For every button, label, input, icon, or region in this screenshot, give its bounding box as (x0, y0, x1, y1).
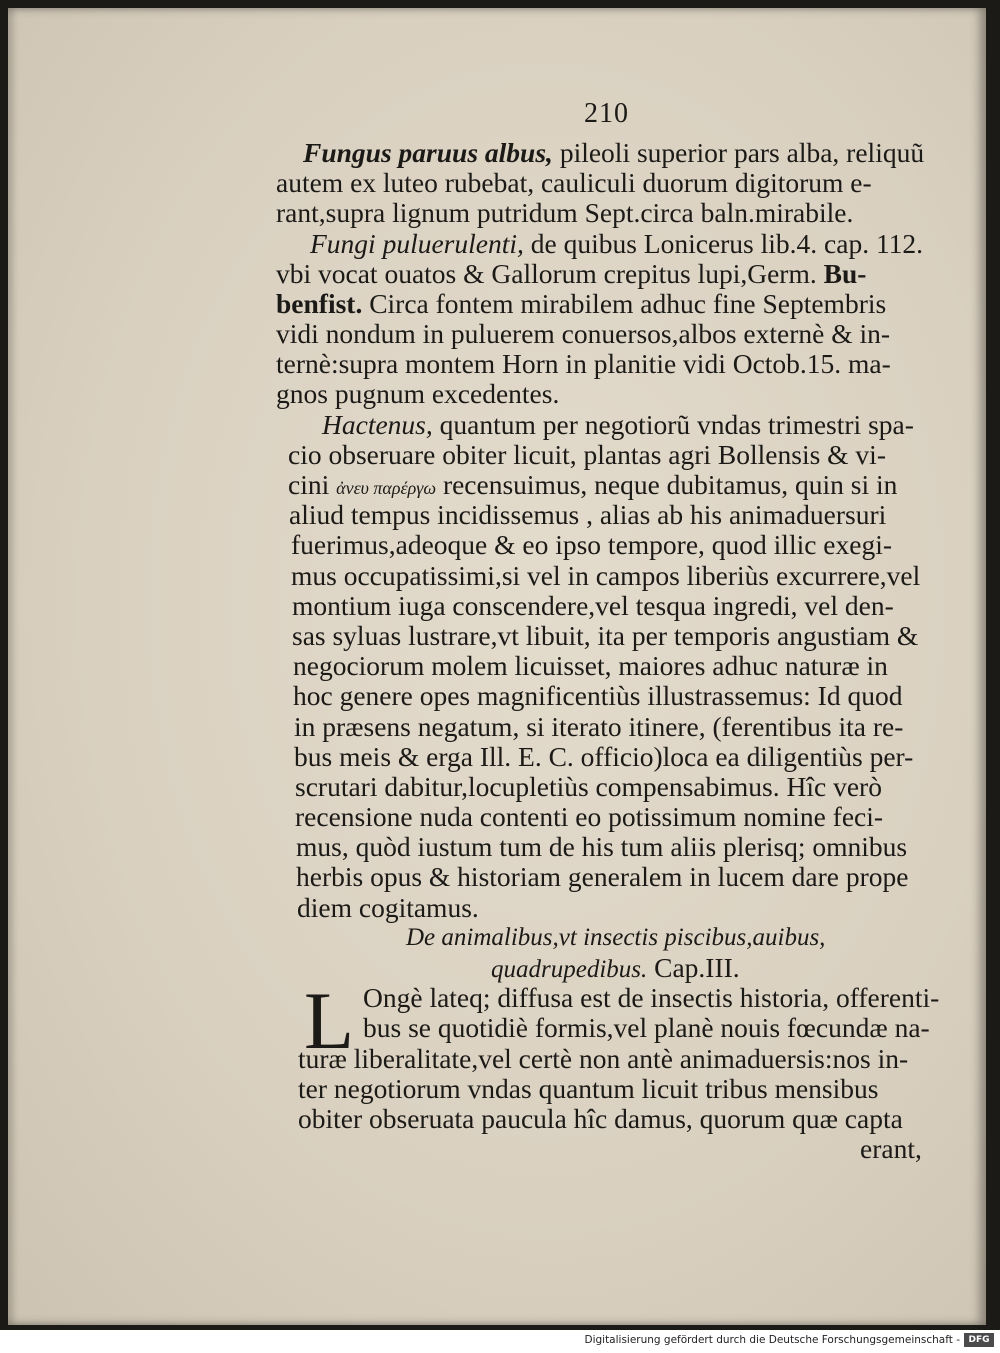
text-line: sas syluas lustrare,vt libuit, ita per temporis angustiam & (292, 620, 919, 651)
text-line (322, 410, 914, 440)
heading-italic: quadrupedibus. (491, 956, 648, 983)
chapter-heading-line2 (491, 953, 740, 985)
heading-roman: Cap.III. (647, 952, 740, 983)
page-number: 210 (584, 98, 629, 129)
text-line: herbis opus & historiam generalem in lucem dare prope (296, 861, 909, 892)
text-line: in præsens negatum, si iterato itinere, (ferentibus ita re- (294, 711, 904, 742)
line-text: vbi vocat ouatos & Gallorum crepitus lupi,Germ. (276, 258, 824, 289)
text-line: montium iuga conscendere,vel tesqua ingredi, vel den- (292, 590, 894, 621)
line-text: recensuimus, neque dubitamus, quin si in (436, 469, 898, 500)
text-line: Ongè lateq; diffusa est de insectis historia, offerenti- (363, 982, 940, 1013)
text-line: bus se quotidiè formis,vel planè nouis fœcundæ na- (363, 1012, 930, 1043)
text-line (303, 138, 924, 168)
line-text: cini (288, 469, 337, 500)
text-line: ternè:supra montem Horn in planitie vidi Octob.15. ma- (276, 348, 891, 379)
text-line: diem cogitamus. (297, 892, 479, 923)
text-line: ter negotiorum vndas quantum licuit tribus mensibus (298, 1073, 879, 1104)
german-term: Bu- (823, 258, 867, 289)
dfg-logo: DFG (964, 1333, 994, 1347)
german-term: benfist. (276, 288, 363, 319)
lead-term: Hactenus, (322, 409, 433, 440)
text-line: cio obseruare obiter licuit, plantas agri Bollensis & vi- (288, 439, 886, 470)
lead-term: Fungus paruus albus, (303, 137, 553, 168)
text-line: rant,supra lignum putridum Sept.circa baln.mirabile. (276, 197, 854, 228)
text-line: negociorum molem licuisset, maiores adhuc naturæ in (293, 650, 888, 681)
lead-term: Fungi puluerulenti, (310, 228, 524, 259)
line-text: quantum per negotiorũ vndas trimestri spa- (432, 409, 914, 440)
text-line: mus, quòd iustum tum de his tum aliis plerisq; omnibus (296, 831, 908, 862)
line-text: de quibus Lonicerus lib.4. cap. 112. (523, 228, 924, 259)
text-line: gnos pugnum excedentes. (276, 378, 560, 409)
text-line: mus occupatissimi,si vel in campos liberiùs excurrere,vel (291, 560, 921, 591)
text-line (276, 289, 886, 319)
drop-cap: L (304, 975, 355, 1066)
text-line: autem ex luteo rubebat, cauliculi duorum digitorum e- (276, 167, 872, 198)
catchword: erant, (860, 1133, 922, 1164)
text-line (276, 259, 866, 289)
text-line: fuerimus,adeoque & eo ipso tempore, quod illic exegi- (291, 529, 893, 560)
text-line: obiter obseruata paucula hîc damus, quorum quæ capta (298, 1103, 903, 1134)
text-line: hoc genere opes magnificentiùs illustrassemus: Id quod (293, 680, 903, 711)
book-page (8, 8, 986, 1325)
text-line: recensione nuda contenti eo potissimum nomine feci- (295, 801, 884, 832)
line-text: pileoli superior pars alba, reliquũ (552, 137, 925, 168)
text-line: bus meis & erga Ill. E. C. officio)loca ea diligentiùs per- (294, 741, 914, 772)
greek-phrase: ἀνευ παρέργω (336, 478, 437, 498)
text-line: scrutari dabitur,locupletiùs compensabimus. Hîc verò (295, 771, 882, 802)
funding-credit: Digitalisierung gefördert durch die Deutsche Forschungsgemeinschaft - (584, 1334, 960, 1346)
footer-bar (0, 1330, 1000, 1353)
line-text: Circa fontem mirabilem adhuc fine Septembris (362, 288, 887, 319)
text-line: vidi nondum in puluerem conuersos,albos externè & in- (276, 318, 891, 349)
text-line (310, 229, 923, 259)
text-line: aliud tempus incidissemus , alias ab his animaduersuri (289, 499, 887, 530)
chapter-heading-line1: De animalibus,vt insectis piscibus,auibus, (406, 924, 826, 951)
text-line: turæ liberalitate,vel certè non antè animaduersis:nos in- (298, 1043, 909, 1074)
